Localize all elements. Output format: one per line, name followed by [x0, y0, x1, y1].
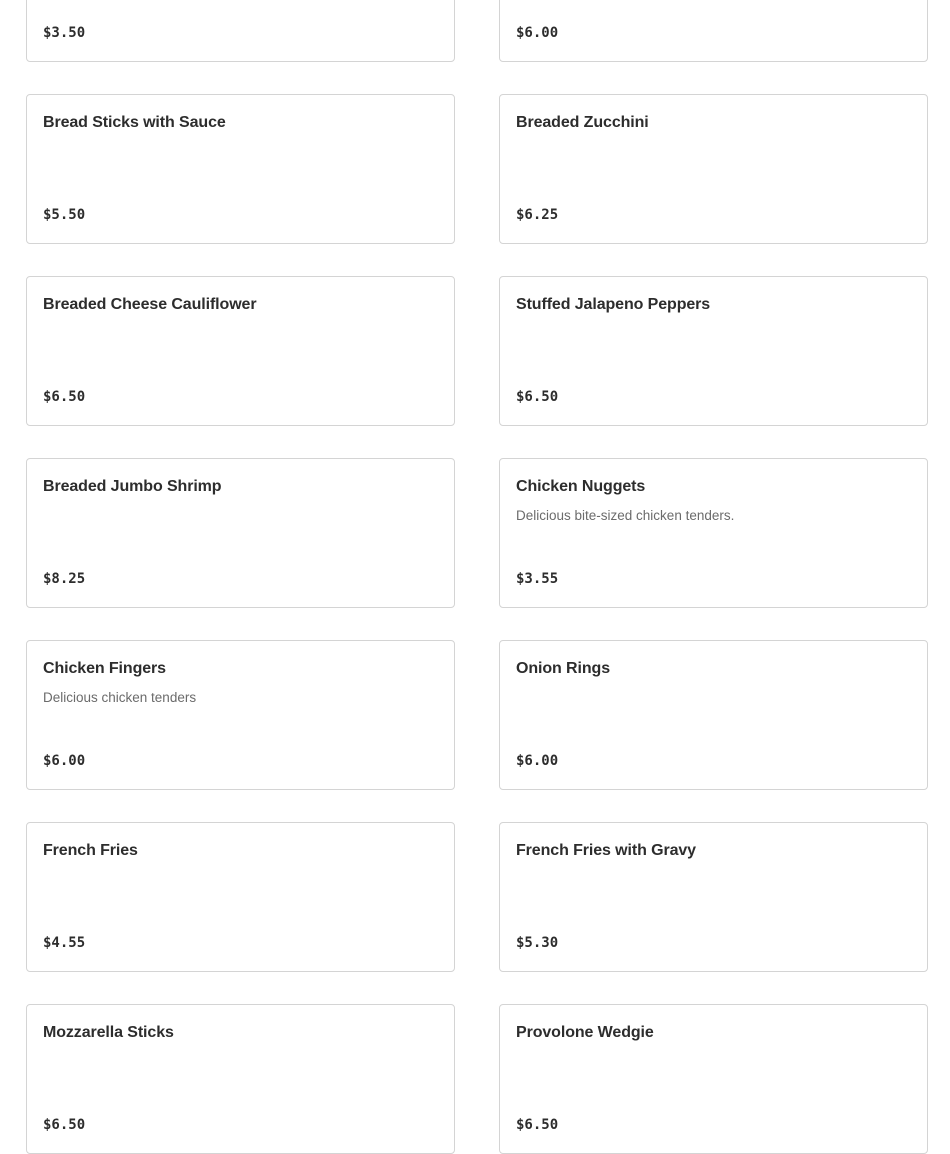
menu-item-name: Stuffed Jalapeno Peppers	[516, 296, 711, 313]
menu-item-price: $6.50	[516, 389, 559, 405]
menu-item-card[interactable]	[499, 458, 928, 608]
menu-item-name: Chicken Nuggets	[516, 478, 646, 495]
menu-item-name: Chicken Fingers	[43, 660, 166, 677]
menu-item-price: $4.55	[43, 935, 86, 951]
menu-item-name: French Fries with Gravy	[516, 842, 696, 859]
menu-item-grid	[26, 0, 928, 1154]
menu-item-price: $6.00	[43, 753, 86, 769]
menu-item-card[interactable]	[499, 0, 928, 62]
menu-item-card[interactable]	[499, 1004, 928, 1154]
menu-item-name: Onion Rings	[516, 660, 611, 677]
menu-item-card[interactable]	[499, 640, 928, 790]
menu-item-name: Mozzarella Sticks	[43, 1024, 174, 1041]
menu-item-card[interactable]	[26, 0, 455, 62]
menu-item-card[interactable]	[26, 1004, 455, 1154]
menu-item-price: $5.30	[516, 935, 559, 951]
menu-item-description: Delicious bite-sized chicken tenders.	[516, 508, 735, 523]
menu-item-card[interactable]	[26, 640, 455, 790]
menu-item-name: Breaded Jumbo Shrimp	[43, 478, 222, 495]
menu-item-price: $6.50	[516, 1117, 559, 1133]
menu-item-price: $5.50	[43, 207, 86, 223]
menu-item-name: French Fries	[43, 842, 138, 859]
menu-item-card[interactable]	[499, 276, 928, 426]
menu-item-price: $6.00	[516, 753, 559, 769]
menu-item-card[interactable]	[26, 276, 455, 426]
menu-item-card[interactable]	[26, 94, 455, 244]
menu-item-price: $8.25	[43, 571, 86, 587]
menu-item-card[interactable]	[499, 822, 928, 972]
menu-item-price: $6.50	[43, 389, 86, 405]
menu-item-card[interactable]	[499, 94, 928, 244]
menu-item-price: $6.50	[43, 1117, 86, 1133]
menu-item-price: $3.55	[516, 571, 559, 587]
menu-item-price: $3.50	[43, 25, 86, 41]
menu-item-name: Bread Sticks with Sauce	[43, 114, 226, 131]
menu-item-name: Provolone Wedgie	[516, 1024, 654, 1041]
menu-item-card[interactable]	[26, 458, 455, 608]
menu-item-name: Breaded Cheese Cauliflower	[43, 296, 257, 313]
menu-item-name: Breaded Zucchini	[516, 114, 649, 131]
menu-item-description: Delicious chicken tenders	[43, 690, 197, 705]
menu-item-card[interactable]	[26, 822, 455, 972]
menu-item-price: $6.00	[516, 25, 559, 41]
menu-item-price: $6.25	[516, 207, 559, 223]
